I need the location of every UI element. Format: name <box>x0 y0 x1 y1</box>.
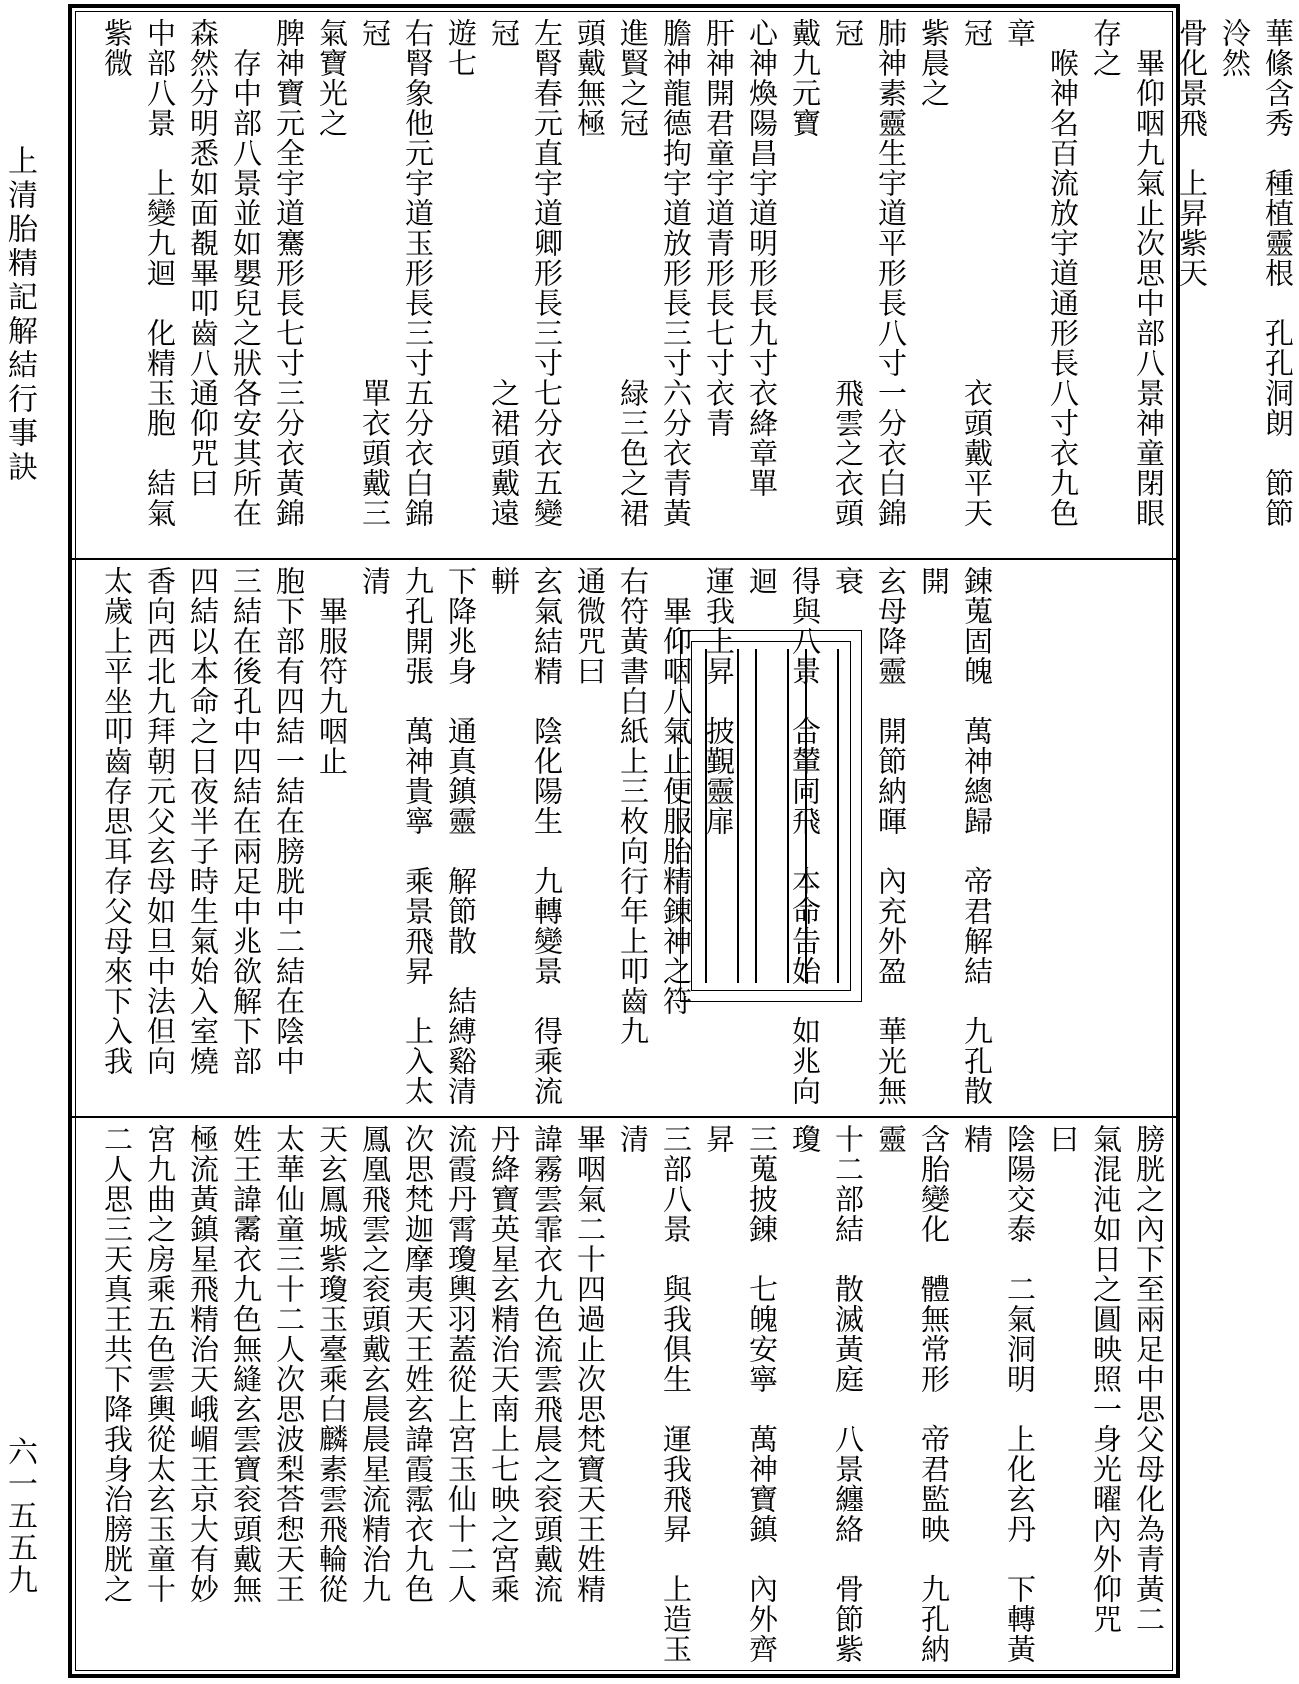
text-column: 得與八景 合輦同飛 本命告始 如兆向迴 <box>745 566 822 1106</box>
text-column: 右腎象他元宇道玉形長三寸五分衣白錦 <box>401 18 435 528</box>
panel-divider-2 <box>68 1116 1180 1118</box>
text-column: 三部八景 與我俱生 運我飛昇 上造玉清 <box>616 1124 693 1664</box>
text-column: 冠 之裙頭戴遠遊七 <box>444 18 521 528</box>
text-column: 肺神素靈生宇道平形長八寸一分衣白錦 <box>874 18 908 528</box>
text-column: 三蒐披錬 七魄安寧 萬神寶鎮 內外齊昇 <box>702 1124 779 1664</box>
text-column: 次思梵迦摩夷天王姓玄諱霞霐衣九色 <box>401 1124 435 1604</box>
text-column: 冠 飛雲之衣頭戴九元寶 <box>788 18 865 528</box>
text-column: 十二部結 散滅黃庭 八景纏絡 骨節紫瓊 <box>788 1124 865 1664</box>
text-column: 四結以本命之日夜半子時生氣始入室燒 <box>186 566 220 1076</box>
talisman-seal <box>680 630 862 1002</box>
text-column: 肝神開君童宇道青形長七寸衣青 <box>702 18 736 438</box>
text-column: 中部八景 上變九迴 化精玉胞 結氣紫微 <box>100 18 177 528</box>
text-column: 畢仰咽八氣止便服胎精錬神之符 <box>659 566 693 1016</box>
text-column: 畢仰咽九氣止次思中部八景神童閉眼 <box>1132 18 1166 528</box>
text-column: 陰陽交泰 二氣洞明 上化玄丹 下轉黃精 <box>960 1124 1037 1664</box>
panel-middle <box>95 566 1155 1106</box>
text-column: 冠 單衣頭戴三氣寶光之 <box>315 18 392 528</box>
text-column: 三結在後孔中四結在兩足中兆欲解下部 <box>229 566 263 1076</box>
text-column: 胞下部有四結一結在膀胱中二結在陰中 <box>272 566 306 1076</box>
text-column: 右符黃書白紙上三枚向行年上叩齒九 <box>616 566 650 1046</box>
text-column: 存之 <box>1089 18 1123 78</box>
text-column: 姓王諱霱衣九色無縫玄雲寶衮頭戴無 <box>229 1124 263 1604</box>
text-column: 九孔開張 萬神貴寧 乘景飛昇 上入太清 <box>358 566 435 1106</box>
text-column: 存中部八景並如嬰兒之狀各安其所在 <box>229 18 263 528</box>
text-column: 通微咒曰 <box>573 566 607 686</box>
panel-lower <box>95 1124 1166 1664</box>
talisman-stroke <box>805 649 839 983</box>
panel-upper-text <box>95 18 1299 548</box>
text-column: 玄母降靈 開節納暉 內充外盈 華光無衰 <box>831 566 908 1106</box>
side-page-number: 六一五五九 <box>2 1436 37 1596</box>
text-column: 極流黃鎮星飛精治天峨嵋王京大有妙 <box>186 1124 220 1604</box>
text-column: 含胎變化 體無常形 帝君監映 九孔納靈 <box>874 1124 951 1664</box>
text-column: 森然分明悉如面覩畢叩齒八通仰咒曰 <box>186 18 220 498</box>
text-column: 諱霧雲霏衣九色流雲飛晨之衮頭戴流 <box>530 1124 564 1604</box>
text-column: 下降兆身 通真鎮靈 解節散 結縛谿清 <box>444 566 478 1106</box>
talisman-stroke <box>755 649 789 983</box>
text-column: 錬蒐固魄 萬神總歸 帝君解結 九孔散開 <box>917 566 994 1106</box>
text-column: 華絛含秀 種植靈根 孔孔洞朗 節節泠然 <box>1218 18 1295 528</box>
text-column: 宮九曲之房乘五色雲輿從太玄玉童十 <box>143 1124 177 1604</box>
panel-lower-text <box>95 1124 1170 1664</box>
text-column: 運我上昇 披覲靈扉 <box>702 566 736 836</box>
text-column: 喉神名百流放宇道通形長八寸衣九色章 <box>1003 18 1080 528</box>
text-column: 膀胱之內下至兩足中思父母化為青黃二 <box>1132 1124 1166 1634</box>
panel-middle-text <box>95 566 998 1106</box>
text-column: 二人思三天真王共下降我身治膀胱之 <box>100 1124 134 1604</box>
text-column: 進賢之冠 緑三色之裙頭戴無極 <box>573 18 650 528</box>
side-title: 上清胎精記解結行事訣 <box>2 145 37 485</box>
text-column: 畢咽氣二十四過止次思梵寶天王姓精 <box>573 1124 607 1604</box>
panel-divider-1 <box>68 558 1180 560</box>
talisman-stroke <box>705 649 739 983</box>
text-column: 畢服符九咽止 <box>315 566 349 776</box>
text-column: 太歲上平坐叩齒存思耳存父母來下入我 <box>100 566 134 1076</box>
text-column: 冠 衣頭戴平天紫晨之 <box>917 18 994 528</box>
text-column: 曰 <box>1046 1124 1080 1154</box>
text-column: 玄氣結精 陰化陽生 九轉變景 得乘流軿 <box>487 566 564 1106</box>
text-column: 香向西北九拜朝元父玄母如旦中法但向 <box>143 566 177 1076</box>
text-column: 天玄鳳城紫瓊玉臺乘白麟素雲飛輪從 <box>315 1124 349 1604</box>
panel-upper <box>95 18 1295 548</box>
text-column: 太華仙童三十二人次思波梨荅惒天王 <box>272 1124 306 1604</box>
text-column: 鳳凰飛雲之衮頭戴玄晨晨星流精治九 <box>358 1124 392 1604</box>
text-column: 膽神龍德拘宇道放形長三寸六分衣青黃 <box>659 18 693 528</box>
text-column: 流霞丹霄瓊輿羽蓋從上宮玉仙十二人 <box>444 1124 478 1604</box>
text-column: 左腎春元直宇道卿形長三寸七分衣五變 <box>530 18 564 528</box>
text-column: 心神煥陽昌宇道明形長九寸衣絳章單 <box>745 18 779 498</box>
text-column: 氣混沌如日之圓映照一身光曜內外仰咒 <box>1089 1124 1123 1634</box>
text-column: 脾神寶元全宇道騫形長七寸三分衣黃錦 <box>272 18 306 528</box>
text-column: 丹絳寶英星玄精治天南上七映之宮乘 <box>487 1124 521 1604</box>
text-column: 骨化景飛 上昇紫天 <box>1175 18 1209 288</box>
